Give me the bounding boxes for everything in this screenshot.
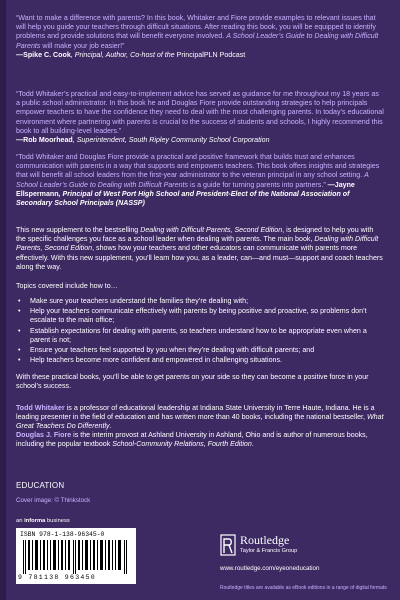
informa-prefix: an [16,518,25,524]
bio-text: is the interim provost at Ashland University in Ashland, Ohio and is author of numerous books, including the popular textbook [16,431,368,449]
topic-text: Ensure your teachers feel supported by you when they’re dealing with difficult parents; and [30,346,315,355]
publisher-logo [220,532,390,566]
quote-author: —Rob Moorhead [16,136,73,145]
bio-text-end: . [109,422,112,431]
list-item [16,327,384,345]
list-item [16,297,384,306]
endorsement-quote-1 [16,14,384,60]
description-book-title: Dealing with Difficult Parents, Second Edition [140,226,283,234]
quote-author: —Spike C. Cook [16,50,71,59]
quote-text: “Todd Whitaker and Douglas Fiore provide a practical and positive framework that builds trust and enhances communication with parents in a way that supports and empowers teachers. This book offers insights and strategies that will benefit all school leaders from the first-year administrator to the veteran principal in any school setting. [16,153,380,180]
quote-text-end: will make your job easier!” [40,41,125,50]
routledge-logo-icon [220,534,236,556]
description-text: , is designed to help you with the specific challenges you face as a school leader when dealing with parents. The main book, [16,226,374,244]
bullet-icon: • [18,307,21,316]
bio-book-title: School-Community Relations, Fourth Edition [112,440,252,449]
quote-role: , Principal, Author, Co-host of the [70,50,175,59]
quote-author: —Jayne Ellspermann [16,180,355,198]
quote-text: “Todd Whitaker’s practical and easy-to-implement advice has served as guidance for me throughout my 18 years as a public school administrator. In this book he and Douglas Fiore provide outstanding strategies to help principals empower teachers to have the confidence they need to deal with the most challenging parents. In today’s educational environment where partnering with parents is crucial to the success of students and schools, I highly recommend this book to all building-level leaders.” [16,90,384,135]
author-bio-whitaker [16,404,384,432]
quote-org: PrincipalPLN Podcast [174,50,246,59]
quote-role: , Principal of West Port High School and President-Elect of the National Association of Secondary School Principals (NASSP) [16,189,350,208]
barcode-icon [22,540,130,574]
list-item [16,346,384,355]
topic-text: Help teachers become more confident and empowered in challenging situations. [30,356,282,365]
description-text: , shows how your teachers and other educators can communicate with parents more effectively. With this new supplement, you’ll learn how you, as a leader, can—and must—support and coach teachers along the way. [16,244,383,271]
author-bio-fiore [16,431,384,449]
publisher-group: Taylor & Francis Group [240,548,298,554]
description-book-title: Dealing with Difficult Parents, Second Edition [16,235,379,253]
bio-text: is a professor of educational leadership at Indiana State University in Terre Haute, Indiana. He is a leading presenter in the field of education and has written more than 40 books, including the national bestseller, [16,404,375,422]
quote-text-end: is a guide for turning parents into partners.” [188,180,326,189]
closing-paragraph: With these practical books, you’ll be able to get parents on your side so they can become a positive force in your school’s success. [16,373,369,391]
author-name: Todd Whitaker [16,404,65,412]
subject-category: EDUCATION [16,481,65,490]
topics-list [16,297,384,366]
informa-suffix: business [45,518,70,524]
endorsement-quote-2 [16,90,384,145]
list-item [16,356,384,365]
description-text: This new supplement to the bestselling [16,226,141,234]
topic-text: Help your teachers communicate effectively with parents by being positive and proactive, so problems don’t escalate to the main office; [30,307,367,325]
topic-text: Make sure your teachers understand the families they’re dealing with; [30,297,249,305]
list-item [16,307,384,325]
bullet-icon: • [18,297,21,305]
quote-book-title: A School Leader’s Guide to Dealing with Difficult Parents [16,32,379,50]
bio-book-title: What Great Teachers Do Differently [16,413,384,431]
barcode-digits: 9 781138 963450 [18,574,97,581]
bullet-icon: • [18,356,21,365]
publisher-name: Routledge [240,533,290,547]
cover-image-credit: Cover image: © Thinkstock [16,497,91,504]
author-name: Douglas J. Fiore [16,431,72,439]
informa-business-line [16,518,70,524]
bullet-icon: • [18,346,21,355]
informa-brand: informa [24,518,46,524]
quote-book-title: A School Leader’s Guide to Dealing with Difficult Parents [16,171,369,189]
isbn-label: ISBN 978-1-138-96345-0 [20,531,105,538]
isbn-barcode [16,528,136,584]
bullet-icon: • [18,326,21,335]
topic-text: Establish expectations for dealing with parents, so teachers understand how to be appropriate even when a parent is not; [30,326,367,344]
spine-band [0,0,6,600]
quote-role: , Superintendent, South Ripley Community School Corporation [72,136,270,145]
endorsement-quote-3 [16,153,384,208]
topics-intro: Topics covered include how to… [16,282,118,290]
publisher-url[interactable]: www.routledge.com/eyeoneducation [220,565,320,572]
quote-text: “Want to make a difference with parents? In this book, Whitaker and Fiore provide examples to relevant issues that will help you guide your teachers through difficult situations. After reading this book, you will be equipped to identify problems and provide solutions that will benefit everyone involved. [16,14,376,41]
book-description [16,226,384,280]
bio-text-end: . [251,440,254,449]
ebook-note: Routledge titles are available as eBook editions in a range of digital formats [220,585,387,591]
